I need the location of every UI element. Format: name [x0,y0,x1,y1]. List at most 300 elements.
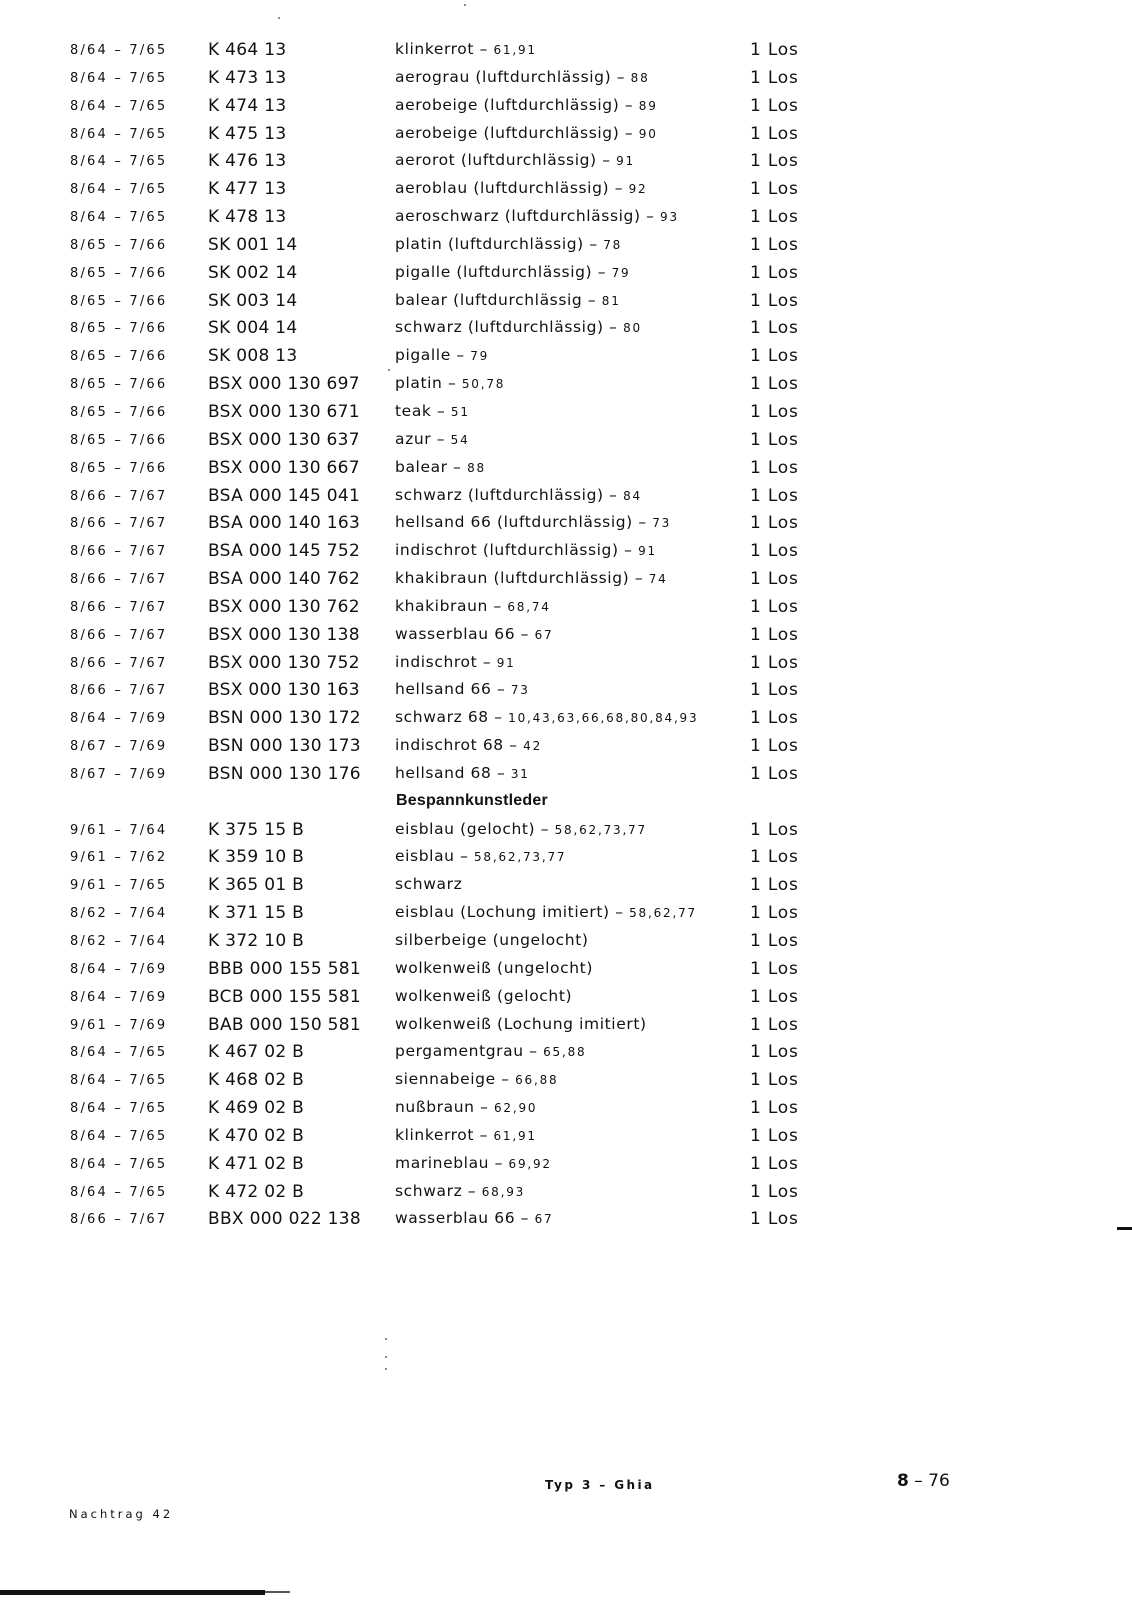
quantity: 1 Los [750,40,799,60]
color-codes: 61,91 [493,43,537,57]
parts-row [70,871,830,899]
validity-period: 8/64 – 7/65 [70,1101,168,1117]
parts-row [70,843,830,871]
color-codes: 81 [601,293,621,308]
part-description [395,513,671,531]
part-description [395,1042,586,1060]
parts-row [70,955,830,983]
validity-period: 8/66 – 7/67 [70,572,168,588]
part-description [395,1015,647,1033]
validity-period: 8/64 – 7/65 [70,43,168,58]
quantity: 1 Los [750,457,799,478]
part-number: BSX 000 130 637 [208,429,360,450]
description-text: pergamentgrau – [395,1042,544,1061]
description-text: platin – [395,374,462,393]
description-text: schwarz (luftdurchlässig) – [395,318,624,337]
scan-speck [464,4,466,6]
color-codes: 50,78 [461,377,506,392]
part-description [395,1154,552,1172]
part-number: K 475 13 [208,123,287,144]
scan-edge-bar [0,1590,265,1595]
parts-list-upper [70,36,830,788]
validity-period: 8/64 – 7/65 [70,182,168,198]
description-text: schwarz 68 – [395,708,509,727]
color-codes: 58,62,77 [629,906,697,921]
part-description [395,708,698,726]
quantity: 1 Los [750,1098,799,1119]
description-text: aerorot (luftdurchlässig) – [395,151,617,170]
description-text: aerobeige (luftdurchlässig) – [395,95,639,114]
description-text: indischrot – [395,652,497,671]
parts-row [70,120,830,148]
color-codes: 91 [638,544,657,559]
validity-period: 8/64 – 7/65 [70,70,168,86]
part-number: BSX 000 130 671 [208,401,360,422]
part-number: K 372 10 B [208,931,305,951]
color-codes: 88 [630,70,650,85]
validity-period: 8/65 – 7/66 [70,237,168,253]
parts-row [70,259,830,287]
description-text: wasserblau 66 – [395,1209,535,1228]
part-description [395,179,647,197]
parts-row [70,1011,830,1039]
description-text: azur – [395,429,451,448]
part-description [395,430,470,448]
color-codes: 10,43,63,66,68,80,84,93 [508,711,699,726]
validity-period: 8/64 – 7/65 [70,1128,168,1144]
parts-row [70,64,830,92]
parts-list-lower [70,816,830,1234]
color-codes: 51 [450,404,470,419]
color-codes: 90 [638,126,658,141]
color-codes: 74 [648,572,668,587]
description-text: eisblau – [395,847,474,866]
part-description [395,1126,537,1144]
part-number: BSN 000 130 173 [208,736,361,757]
parts-row [70,1178,830,1206]
scan-speck [278,17,280,19]
parts-row [70,899,830,927]
quantity: 1 Los [750,958,799,979]
parts-row [70,1038,830,1066]
part-description [395,402,470,420]
quantity: 1 Los [750,680,799,701]
part-description [395,764,530,782]
quantity: 1 Los [750,931,799,951]
part-description [395,875,462,893]
part-description [395,820,647,838]
part-number: BSN 000 130 176 [208,763,361,784]
color-codes: 68,93 [481,1184,526,1199]
validity-period: 8/67 – 7/69 [70,766,168,782]
parts-row [70,1205,830,1233]
part-description [395,151,635,169]
validity-period: 8/64 – 7/65 [70,1045,168,1061]
validity-period: 8/65 – 7/66 [70,377,168,393]
description-text: schwarz [395,875,463,894]
quantity: 1 Los [750,875,799,896]
color-codes: 58,62,73,77 [554,822,647,837]
validity-period: 9/61 – 7/64 [70,822,168,838]
scan-speck [385,1338,387,1340]
quantity: 1 Los [750,1153,799,1174]
quantity: 1 Los [750,485,799,506]
quantity: 1 Los [750,374,799,395]
validity-period: 8/66 – 7/67 [70,1212,168,1228]
color-codes: 54 [450,432,470,447]
supplement-label: Nachtrag 42 [69,1507,174,1521]
description-text: hellsand 68 – [395,763,511,782]
edge-mark [1117,1227,1132,1230]
part-description [395,1070,558,1088]
description-text: pigalle – [395,346,471,365]
description-text: aeroblau (luftdurchlässig) – [395,179,629,198]
part-description [395,40,537,58]
part-number: BSX 000 130 138 [208,624,360,645]
part-number: SK 001 14 [208,234,298,255]
quantity: 1 Los [750,1014,799,1035]
part-number: BSN 000 130 172 [208,708,361,729]
part-number: K 467 02 B [208,1042,305,1063]
part-description [395,96,658,114]
part-number: BSX 000 130 752 [208,652,360,673]
color-codes: 58,62,73,77 [474,850,567,865]
part-number: BSX 000 130 697 [208,374,360,395]
part-description [395,736,542,754]
description-text: wolkenweiß (ungelocht) [395,958,593,977]
validity-period: 8/64 – 7/69 [70,989,168,1005]
quantity: 1 Los [750,541,799,562]
description-text: aeroschwarz (luftdurchlässig) – [395,207,661,226]
description-text: schwarz (luftdurchlässig) – [395,485,624,504]
description-text: eisblau (Lochung imitiert) – [395,903,630,922]
page-number-rest: – 76 [908,1471,950,1491]
quantity: 1 Los [750,763,799,784]
color-codes: 73 [510,683,530,698]
color-codes: 68,74 [507,599,551,614]
description-text: hellsand 66 (luftdurchlässig) – [395,513,653,532]
model-label: Typ 3 – Ghia [545,1478,655,1492]
part-number: BSA 000 145 041 [208,485,361,506]
quantity: 1 Los [750,123,799,144]
color-codes: 67 [534,627,554,642]
parts-row [70,370,830,398]
part-number: K 359 10 B [208,847,305,868]
color-codes: 84 [623,488,642,503]
quantity: 1 Los [750,401,799,422]
part-description [395,541,657,559]
quantity: 1 Los [750,1125,799,1146]
part-number: BBX 000 022 138 [208,1209,362,1230]
part-description [395,847,566,865]
part-description [395,653,516,671]
quantity: 1 Los [750,1181,799,1202]
part-description [395,207,679,225]
quantity: 1 Los [750,67,799,88]
parts-row [70,816,830,844]
parts-row [70,676,830,704]
validity-period: 9/61 – 7/69 [70,1017,168,1033]
description-text: platin (luftdurchlässig) – [395,234,604,253]
quantity: 1 Los [750,569,799,590]
part-description [395,1209,553,1227]
validity-period: 8/64 – 7/65 [70,98,168,114]
description-text: wasserblau 66 – [395,624,535,643]
description-text: wolkenweiß (Lochung imitiert) [395,1014,647,1033]
part-description [395,235,622,253]
validity-period: 8/64 – 7/65 [70,1184,168,1200]
validity-period: 8/66 – 7/67 [70,516,168,532]
part-description [395,903,697,921]
parts-row [70,147,830,175]
description-text: siennabeige – [395,1070,516,1089]
description-text: indischrot (luftdurchlässig) – [395,541,639,560]
validity-period: 8/65 – 7/66 [70,432,168,448]
part-number: BSA 000 140 762 [208,569,361,590]
quantity: 1 Los [750,262,799,283]
part-number: BAB 000 150 581 [208,1014,362,1035]
validity-period: 8/64 – 7/69 [70,711,168,727]
quantity: 1 Los [750,736,799,757]
quantity: 1 Los [750,652,799,673]
color-codes: 79 [611,265,631,280]
part-number: BSX 000 130 762 [208,596,360,617]
part-number: K 473 13 [208,67,287,88]
color-codes: 88 [467,460,486,475]
part-number: SK 003 14 [208,290,298,311]
part-number: SK 008 13 [208,346,298,367]
description-text: nußbraun – [395,1098,494,1117]
validity-period: 8/64 – 7/65 [70,1156,168,1172]
validity-period: 9/61 – 7/65 [70,878,168,894]
quantity: 1 Los [750,986,799,1007]
part-number: K 469 02 B [208,1098,305,1119]
page-number [897,1471,950,1491]
validity-period: 8/64 – 7/65 [70,210,168,226]
validity-period: 8/66 – 7/67 [70,544,168,560]
parts-table [70,36,830,1233]
validity-period: 8/65 – 7/66 [70,404,168,420]
validity-period: 8/62 – 7/64 [70,906,168,922]
quantity: 1 Los [750,847,799,868]
validity-period: 8/65 – 7/66 [70,293,168,309]
part-description [395,625,553,643]
parts-row [70,342,830,370]
part-description [395,1182,525,1200]
validity-period: 8/67 – 7/69 [70,739,168,755]
description-text: teak – [395,401,451,420]
part-description [395,1098,537,1116]
description-text: wolkenweiß (gelocht) [395,986,573,1005]
part-number: K 478 13 [208,207,287,228]
validity-period: 8/66 – 7/67 [70,627,168,643]
part-number: K 471 02 B [208,1153,305,1174]
quantity: 1 Los [750,1209,799,1230]
part-description [395,346,489,364]
color-codes: 93 [660,210,679,225]
description-text: khakibraun (luftdurchlässig) – [395,569,649,588]
color-codes: 79 [470,349,490,364]
parts-row [70,621,830,649]
quantity: 1 Los [750,290,799,311]
parts-row [70,314,830,342]
part-description [395,291,621,309]
validity-period: 8/65 – 7/66 [70,265,168,281]
description-text: indischrot 68 – [395,736,524,755]
quantity: 1 Los [750,624,799,645]
part-number: K 470 02 B [208,1125,305,1146]
quantity: 1 Los [750,346,799,367]
validity-period: 8/64 – 7/65 [70,126,168,142]
parts-row [70,92,830,120]
part-number: K 468 02 B [208,1070,305,1091]
quantity: 1 Los [750,179,799,200]
part-description [395,263,630,281]
parts-row [70,36,830,64]
quantity: 1 Los [750,513,799,534]
page-chapter: 8 [897,1471,909,1491]
part-number: K 371 15 B [208,903,305,924]
section-heading-row [70,788,830,816]
parts-row [70,704,830,732]
part-number: BSA 000 140 163 [208,513,361,534]
validity-period: 8/62 – 7/64 [70,934,168,949]
parts-row [70,426,830,454]
part-number: BSX 000 130 667 [208,457,360,478]
part-description [395,987,572,1005]
part-number: K 365 01 B [208,875,305,896]
quantity: 1 Los [750,1070,799,1091]
quantity: 1 Los [750,708,799,729]
validity-period: 8/66 – 7/67 [70,488,168,504]
part-description [395,931,589,949]
description-text: aerobeige (luftdurchlässig) – [395,123,639,142]
scan-edge-bar-tail [265,1591,290,1593]
parts-row [70,649,830,677]
validity-period: 8/65 – 7/66 [70,460,168,476]
quantity: 1 Los [750,903,799,924]
parts-row [70,983,830,1011]
part-number: BBB 000 155 581 [208,958,362,979]
part-description [395,318,642,336]
color-codes: 31 [510,766,530,781]
part-number: K 474 13 [208,95,287,116]
quantity: 1 Los [750,318,799,339]
parts-row [70,175,830,203]
description-text: eisblau (gelocht) – [395,819,555,838]
validity-period: 8/64 – 7/69 [70,961,168,977]
parts-row [70,287,830,315]
color-codes: 92 [628,182,648,197]
parts-row [70,927,830,955]
part-description [395,458,486,476]
description-text: klinkerrot – [395,1125,494,1144]
color-codes: 91 [616,154,635,169]
part-description [395,486,642,504]
parts-row [70,565,830,593]
color-codes: 42 [523,739,543,754]
part-description [395,959,593,977]
part-number: BCB 000 155 581 [208,986,361,1007]
part-number: K 375 15 B [208,819,305,840]
parts-row [70,482,830,510]
parts-row [70,593,830,621]
validity-period: 9/61 – 7/62 [70,850,168,866]
description-text: balear – [395,457,468,476]
parts-row [70,454,830,482]
parts-row [70,231,830,259]
color-codes: 69,92 [508,1156,552,1171]
quantity: 1 Los [750,207,799,228]
part-description [395,569,668,587]
part-number: SK 002 14 [208,262,298,283]
part-number: BSX 000 130 163 [208,680,360,701]
color-codes: 62,90 [493,1101,538,1116]
description-text: pigalle (luftdurchlässig) – [395,262,612,281]
description-text: balear (luftdurchlässig – [395,290,602,309]
scan-speck [388,369,390,371]
parts-row [70,398,830,426]
part-number: K 476 13 [208,151,287,172]
parts-row [70,1122,830,1150]
parts-row [70,760,830,788]
quantity: 1 Los [750,1042,799,1063]
parts-row [70,1150,830,1178]
color-codes: 91 [496,655,516,670]
part-number: K 472 02 B [208,1181,305,1202]
validity-period: 8/64 – 7/65 [70,1073,168,1089]
section-heading: Bespannkunstleder [396,791,548,809]
description-text: schwarz – [395,1181,482,1200]
part-number: BSA 000 145 752 [208,541,361,562]
quantity: 1 Los [750,819,799,840]
color-codes: 61,91 [493,1128,537,1143]
color-codes: 66,88 [515,1073,559,1088]
validity-period: 8/65 – 7/66 [70,349,168,365]
validity-period: 8/64 – 7/65 [70,154,168,170]
part-number: K 477 13 [208,179,287,200]
part-description [395,374,505,392]
parts-row [70,537,830,565]
scan-speck [385,1356,387,1358]
validity-period: 8/66 – 7/67 [70,655,168,671]
color-codes: 78 [603,237,623,252]
quantity: 1 Los [750,429,799,450]
color-codes: 67 [534,1212,554,1227]
validity-period: 8/65 – 7/66 [70,321,168,337]
color-codes: 73 [652,516,672,531]
parts-row [70,1094,830,1122]
validity-period: 8/66 – 7/67 [70,683,168,699]
part-description [395,68,650,86]
color-codes: 65,88 [543,1045,587,1060]
description-text: hellsand 66 – [395,680,511,699]
quantity: 1 Los [750,95,799,116]
scan-speck [385,1368,387,1370]
description-text: marineblau – [395,1153,509,1172]
description-text: khakibraun – [395,596,508,615]
quantity: 1 Los [750,151,799,172]
color-codes: 89 [638,98,658,113]
parts-row [70,509,830,537]
validity-period: 8/66 – 7/67 [70,599,168,615]
part-description [395,680,530,698]
color-codes: 80 [623,321,642,336]
description-text: aerograu (luftdurchlässig) – [395,67,631,86]
description-text: klinkerrot – [395,40,494,58]
part-description [395,597,551,615]
quantity: 1 Los [750,596,799,617]
